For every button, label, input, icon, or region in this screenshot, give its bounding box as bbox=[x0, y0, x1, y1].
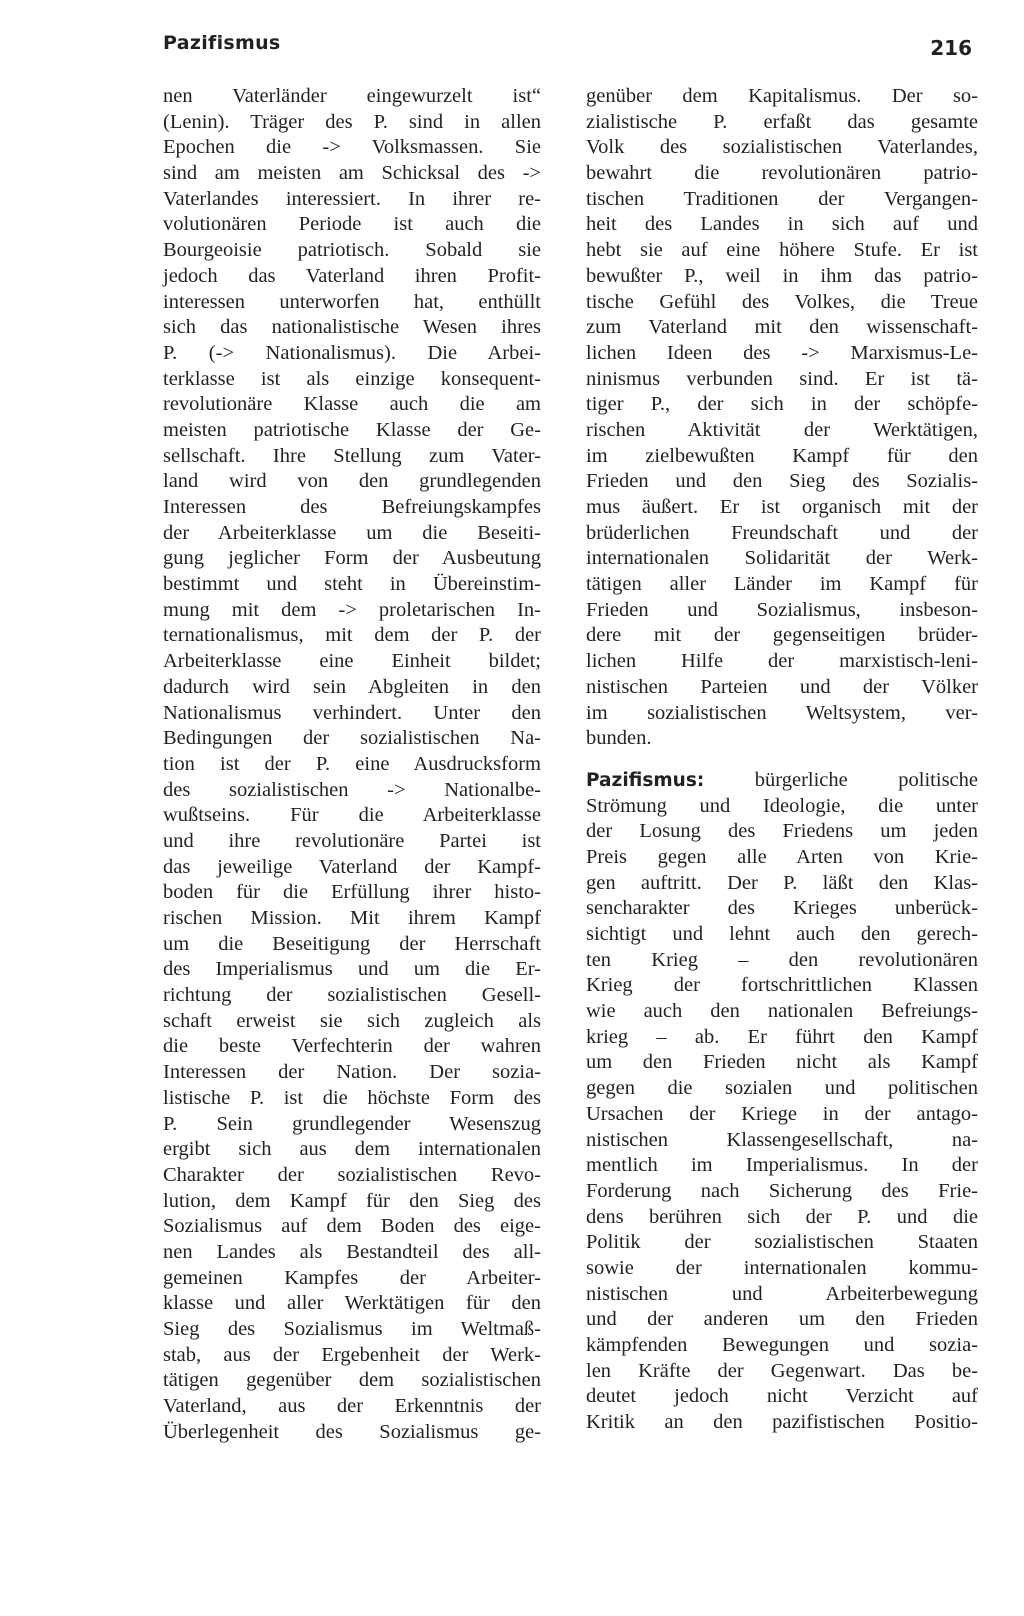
text-line: der Arbeiterklasse um die Beseiti- bbox=[163, 521, 541, 544]
text-line: P. (-> Nationalismus). Die Arbei- bbox=[163, 341, 541, 364]
text-line: Bedingungen der sozialistischen Na- bbox=[163, 727, 541, 750]
text-line: tätigen gegenüber dem sozialistischen bbox=[163, 1369, 541, 1392]
text-line: Vaterlandes interessiert. In ihrer re- bbox=[163, 187, 541, 210]
text-line: rischen Mission. Mit ihrem Kampf bbox=[163, 907, 541, 929]
text-line: hebt sie auf eine höhere Stufe. Er ist bbox=[586, 239, 978, 262]
text-line: Vaterland, aus der Erkenntnis der bbox=[163, 1395, 541, 1418]
text-line: ergibt sich aus dem internationalen bbox=[163, 1138, 541, 1161]
text-line: nistischen Klassengesellschaft, na- bbox=[586, 1128, 978, 1151]
entry-first-line-text: bürgerliche politische bbox=[754, 768, 978, 791]
text-line: meisten patriotische Klasse der Ge- bbox=[163, 418, 541, 441]
text-line: ternationalismus, mit dem der P. der bbox=[163, 624, 541, 647]
text-line: Sieg des Sozialismus im Weltmaß- bbox=[163, 1318, 541, 1340]
text-line: zialistische P. erfaßt das gesamte bbox=[586, 110, 978, 133]
text-line: Frieden und den Sieg des Sozialis- bbox=[586, 470, 978, 493]
text-line: im zielbewußten Kampf für den bbox=[586, 444, 978, 467]
text-line: jedoch das Vaterland ihren Profit- bbox=[163, 264, 541, 287]
text-line: Volk des sozialistischen Vaterlandes, bbox=[586, 136, 978, 159]
text-line: und der anderen um den Frieden bbox=[586, 1308, 978, 1331]
text-line: revolutionäre Klasse auch die am bbox=[163, 393, 541, 416]
text-line: Arbeiterklasse eine Einheit bildet; bbox=[163, 650, 541, 673]
text-line: Epochen die -> Volksmassen. Sie bbox=[163, 136, 541, 159]
text-line: krieg – ab. Er führt den Kampf bbox=[586, 1025, 978, 1048]
text-line: gegen die sozialen und politischen bbox=[586, 1077, 978, 1100]
text-line: bewahrt die revolutionären patrio- bbox=[586, 162, 978, 185]
text-line: terklasse ist als einzige konsequent- bbox=[163, 367, 541, 390]
text-line: brüderlichen Freundschaft und der bbox=[586, 521, 978, 544]
text-line: klasse und aller Werktätigen für den bbox=[163, 1292, 541, 1315]
text-line: ninismus verbunden sind. Er ist tä- bbox=[586, 367, 978, 390]
text-line: Sozialismus auf dem Boden des eige- bbox=[163, 1215, 541, 1238]
text-line: um die Beseitigung der Herrschaft bbox=[163, 932, 541, 955]
text-line: Forderung nach Sicherung des Frie- bbox=[586, 1179, 978, 1202]
text-line: volutionären Periode ist auch die bbox=[163, 213, 541, 236]
text-line: nen Landes als Bestandteil des all- bbox=[163, 1240, 541, 1263]
text-line: listische P. ist die höchste Form des bbox=[163, 1086, 541, 1109]
text-line: der Losung des Friedens um jeden bbox=[586, 820, 978, 843]
text-line: das jeweilige Vaterland der Kampf- bbox=[163, 855, 541, 878]
text-line: zum Vaterland mit den wissenschaft- bbox=[586, 316, 978, 339]
text-line: gen auftritt. Der P. läßt den Klas- bbox=[586, 871, 978, 894]
text-line: tion ist der P. eine Ausdrucksform bbox=[163, 752, 541, 775]
text-line: internationalen Solidarität der Werk- bbox=[586, 547, 978, 570]
text-line: Nationalismus verhindert. Unter den bbox=[163, 701, 541, 724]
entry-lemma: Pazifismus: bbox=[586, 769, 705, 791]
text-line: Preis gegen alle Arten von Krie- bbox=[586, 845, 978, 868]
text-line: mung mit dem -> proletarischen In- bbox=[163, 598, 541, 621]
text-line: Kritik an den pazifistischen Positio- bbox=[586, 1411, 978, 1434]
text-line: ten Krieg – den revolutionären bbox=[586, 948, 978, 971]
text-line: Ursachen der Kriege in der antago- bbox=[586, 1102, 978, 1125]
text-line: Charakter der sozialistischen Revo- bbox=[163, 1163, 541, 1186]
text-line: genüber dem Kapitalismus. Der so- bbox=[586, 85, 978, 107]
text-line: schaft erweist sie sich zugleich als bbox=[163, 1009, 541, 1032]
text-line: len Kräfte der Gegenwart. Das be- bbox=[586, 1359, 978, 1382]
text-line: Bourgeoisie patriotisch. Sobald sie bbox=[163, 239, 541, 262]
right-column bbox=[586, 84, 978, 1436]
text-line: land wird von den grundlegenden bbox=[163, 470, 541, 493]
text-line: Politik der sozialistischen Staaten bbox=[586, 1231, 978, 1254]
text-line: richtung der sozialistischen Gesell- bbox=[163, 984, 541, 1007]
text-line: tiger P., der sich in der schöpfe- bbox=[586, 393, 978, 416]
text-line: Frieden und Sozialismus, insbeson- bbox=[586, 598, 978, 621]
entry-gap bbox=[586, 752, 978, 768]
text-line: des sozialistischen -> Nationalbe- bbox=[163, 778, 541, 801]
text-line: boden für die Erfüllung ihrer histo- bbox=[163, 881, 541, 904]
text-line: sellschaft. Ihre Stellung zum Vater- bbox=[163, 444, 541, 467]
text-line: die beste Verfechterin der wahren bbox=[163, 1035, 541, 1058]
text-line: tischen Traditionen der Vergangen- bbox=[586, 187, 978, 210]
text-line: mus äußert. Er ist organisch mit der bbox=[586, 496, 978, 518]
text-line: tätigen aller Länder im Kampf für bbox=[586, 573, 978, 596]
text-line: bunden. bbox=[586, 727, 652, 750]
text-line: deutet jedoch nicht Verzicht auf bbox=[586, 1385, 978, 1408]
left-column bbox=[163, 84, 541, 1445]
text-line: sich das nationalistische Wesen ihres bbox=[163, 316, 541, 339]
text-line: heit des Landes in sich auf und bbox=[586, 213, 978, 236]
running-head: Pazifismus bbox=[163, 32, 281, 54]
text-line: P. Sein grundlegender Wesenszug bbox=[163, 1112, 541, 1135]
text-line: lichen Ideen des -> Marxismus-Le- bbox=[586, 341, 978, 364]
text-line: Krieg der fortschrittlichen Klassen bbox=[586, 974, 978, 997]
text-line: bestimmt und steht in Übereinstim- bbox=[163, 573, 541, 596]
text-line: stab, aus der Ergebenheit der Werk- bbox=[163, 1343, 541, 1366]
text-line: Interessen des Befreiungskampfes bbox=[163, 496, 541, 518]
text-line: nen Vaterländer eingewurzelt ist“ bbox=[163, 85, 541, 107]
text-line: rischen Aktivität der Werktätigen, bbox=[586, 418, 978, 441]
text-line: sencharakter des Krieges unberück- bbox=[586, 897, 978, 920]
text-line: interessen unterworfen hat, enthüllt bbox=[163, 290, 541, 313]
text-line: gung jeglicher Form der Ausbeutung bbox=[163, 547, 541, 570]
text-line: um den Frieden nicht als Kampf bbox=[586, 1051, 978, 1074]
text-line: dere mit der gegenseitigen brüder- bbox=[586, 624, 978, 647]
text-line: bewußter P., weil in ihm das patrio- bbox=[586, 264, 978, 287]
text-line: im sozialistischen Weltsystem, ver- bbox=[586, 701, 978, 724]
text-line: des Imperialismus und um die Er- bbox=[163, 958, 541, 981]
text-line: Überlegenheit des Sozialismus ge- bbox=[163, 1420, 541, 1443]
text-line: gemeinen Kampfes der Arbeiter- bbox=[163, 1266, 541, 1289]
text-line: sowie der internationalen kommu- bbox=[586, 1256, 978, 1279]
text-line: Interessen der Nation. Der sozia- bbox=[163, 1061, 541, 1084]
text-line: lution, dem Kampf für den Sieg des bbox=[163, 1189, 541, 1212]
text-line: mentlich im Imperialismus. In der bbox=[586, 1154, 978, 1177]
text-line: kämpfenden Bewegungen und sozia- bbox=[586, 1334, 978, 1356]
text-line: nistischen und Arbeiterbewegung bbox=[586, 1282, 978, 1305]
text-line: wie auch den nationalen Befreiungs- bbox=[586, 1000, 978, 1023]
text-line: dens berühren sich der P. und die bbox=[586, 1205, 978, 1228]
text-line: wußtseins. Für die Arbeiterklasse bbox=[163, 804, 541, 827]
text-line: lichen Hilfe der marxistisch-leni- bbox=[586, 650, 978, 673]
text-line: Strömung und Ideologie, die unter bbox=[586, 794, 978, 817]
text-line: und ihre revolutionäre Partei ist bbox=[163, 829, 541, 852]
entry-first-line bbox=[586, 768, 978, 794]
text-line: nistischen Parteien und der Völker bbox=[586, 675, 978, 698]
text-line: sichtigt und lehnt auch den gerech- bbox=[586, 923, 978, 945]
text-line: (Lenin). Träger des P. sind in allen bbox=[163, 110, 541, 133]
page-number: 216 bbox=[930, 36, 972, 60]
text-line: dadurch wird sein Abgleiten in den bbox=[163, 675, 541, 698]
text-line: sind am meisten am Schicksal des -> bbox=[163, 162, 541, 185]
text-line: tische Gefühl des Volkes, die Treue bbox=[586, 290, 978, 313]
